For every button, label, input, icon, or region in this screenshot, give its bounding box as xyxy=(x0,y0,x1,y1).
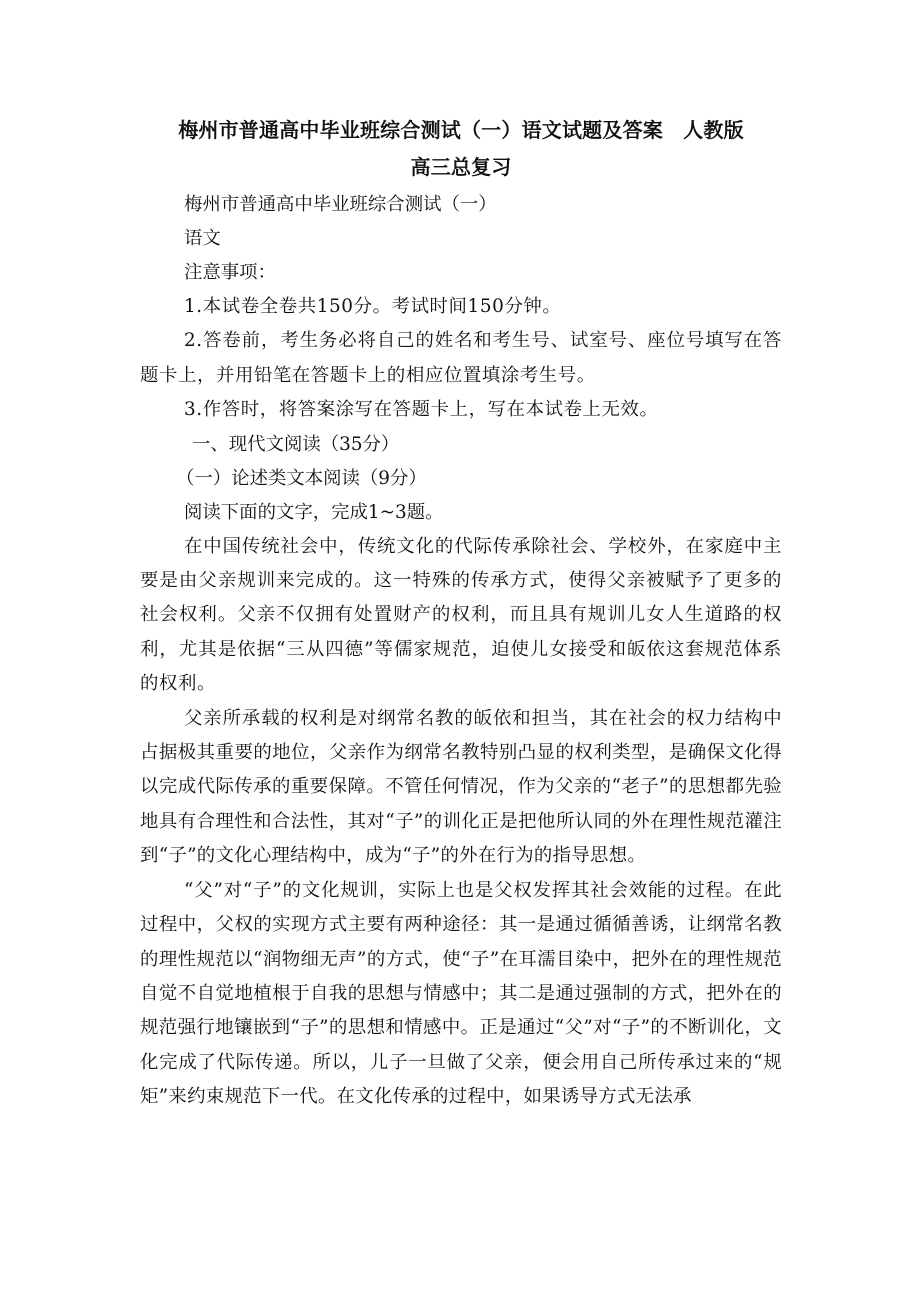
notice-heading: 注意事项： xyxy=(184,262,276,283)
reading-instruction: 阅读下面的文字，完成1~3题。 xyxy=(184,501,444,523)
title-line-2: 高三总复习 xyxy=(410,155,512,179)
subsection-heading: （一）论述类文本阅读（9分） xyxy=(176,467,427,489)
notice-item-3: 3.作答时，将答案涂写在答题卡上，写在本试卷上无效。 xyxy=(184,399,659,421)
subject-label: 语文 xyxy=(184,228,221,249)
body-paragraph-2: 父亲所承载的权利是对纲常名教的皈依和担当，其在社会的权力结构中占据极其重要的地位，父亲作为纲常名教特别凸显的权利类型，是确保文化得以完成代际传承的重要保障。不管任何情况，作为父亲的“老子”的思想都先验地具有合理性和合法性，其对“子”的训化正是把他所认同的外在理性规范灌注到“子”的文化心理结构中，成为“子”的外在行为的指导思想。 xyxy=(140,707,782,867)
notice-item-1: 1.本试卷全卷共150分。考试时间150分钟。 xyxy=(184,296,562,317)
section-heading: 一、现代文阅读（35分） xyxy=(192,433,400,455)
document-title xyxy=(140,112,782,186)
document-page xyxy=(140,112,782,1115)
title-line-1: 梅州市普通高中毕业班综合测试（一）语文试题及答案 人教版 xyxy=(178,118,744,142)
notice-item-2: 2.答卷前，考生务必将自己的姓名和考生号、试室号、座位号填写在答题卡上，并用铅笔在答题卡上的相应位置填涂考生号。 xyxy=(140,330,782,386)
body-paragraph-3: “父”对“子”的文化规训，实际上也是父权发挥其社会效能的过程。在此过程中，父权的实现方式主要有两种途径：其一是通过循循善诱，让纲常名教的理性规范以“润物细无声”的方式，使“子”在耳濡目染中，把外在的理性规范自觉不自觉地植根于自我的思想与情感中；其二是通过强制的方式，把外在的规范强行地镶嵌到“子”的思想和情感中。正是通过“父”对“子”的不断训化，文化完成了代际传递。所以，儿子一旦做了父亲，便会用自己所传承过来的“规矩”来约束规范下一代。在文化传承的过程中，如果诱导方式无法承 xyxy=(140,879,782,1108)
body-paragraph-1: 在中国传统社会中，传统文化的代际传承除社会、学校外，在家庭中主要是由父亲规训来完成的。这一特殊的传承方式，使得父亲被赋予了更多的社会权利。父亲不仅拥有处置财产的权利，而且具有规训儿女人生道路的权利，尤其是依据“三从四德”等儒家规范，迫使儿女接受和皈依这套规范体系的权利。 xyxy=(140,535,782,695)
exam-subtitle: 梅州市普通高中毕业班综合测试（一） xyxy=(184,194,497,215)
